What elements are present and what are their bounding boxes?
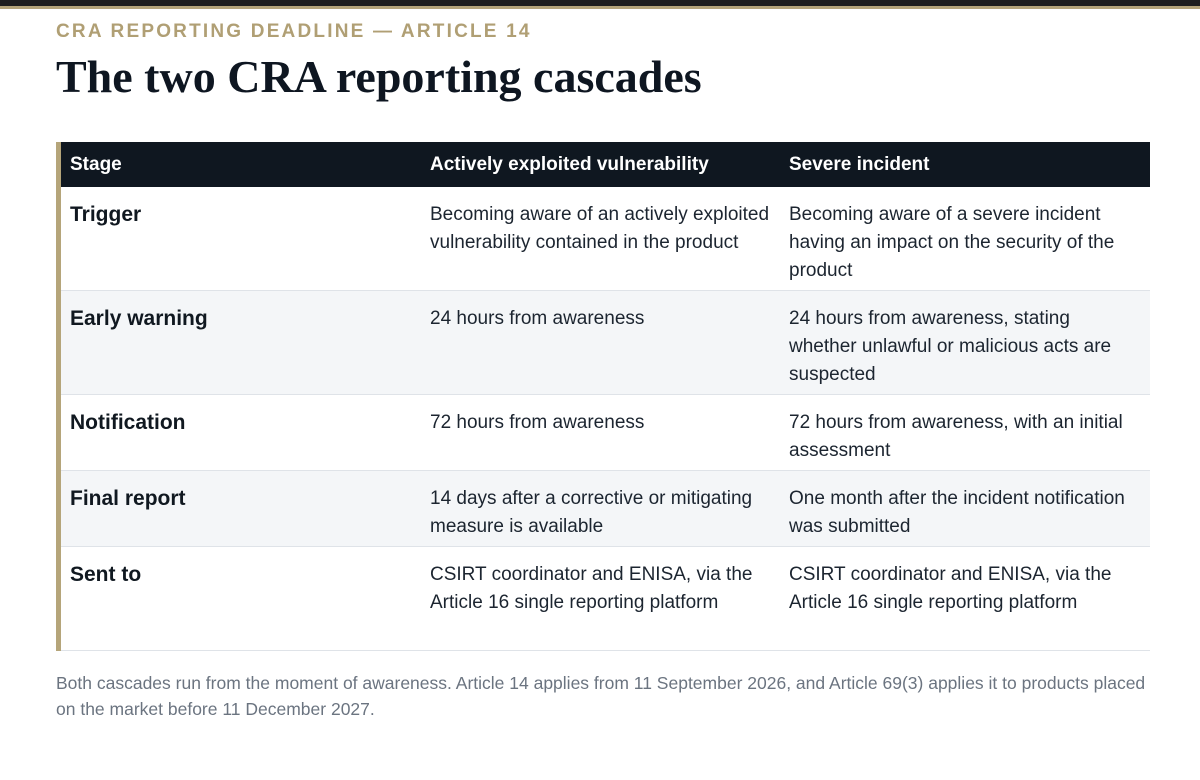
vulnerability-cell: 24 hours from awareness <box>430 308 645 329</box>
page-title: The two CRA reporting cascades <box>56 51 702 102</box>
column-header-stage: Stage <box>70 153 122 175</box>
column-header-vulnerability: Actively exploited vulnerability <box>430 153 709 175</box>
stage-cell: Notification <box>70 411 186 434</box>
incident-cell: CSIRT coordinator and ENISA, via the Article 16 single reporting platform <box>789 564 1112 613</box>
column-header-incident: Severe incident <box>789 153 930 175</box>
incident-cell: 24 hours from awareness, stating whether unlawful or malicious acts are suspected <box>789 308 1112 385</box>
table-row-trigger <box>61 187 1150 291</box>
table-header <box>61 142 1150 187</box>
footnote: Both cascades run from the moment of awareness. Article 14 applies from 11 September 2026, and Article 69(3) applies it to products placed on the market before 11 December 2027. <box>56 673 1146 719</box>
table-row-notification <box>61 395 1150 471</box>
incident-cell: One month after the incident notification was submitted <box>789 488 1125 537</box>
vulnerability-cell: Becoming aware of an actively exploited vulnerability contained in the product <box>430 204 770 253</box>
table-row-final-report <box>61 471 1150 547</box>
vulnerability-cell: 14 days after a corrective or mitigating measure is available <box>430 488 753 537</box>
stage-cell: Early warning <box>70 307 208 330</box>
stage-cell: Sent to <box>70 563 142 586</box>
eyebrow-label: CRA REPORTING DEADLINE — ARTICLE 14 <box>56 21 532 42</box>
table-row-sent-to <box>61 547 1150 651</box>
incident-cell: Becoming aware of a severe incident having an impact on the security of the product <box>789 204 1115 281</box>
vulnerability-cell: 72 hours from awareness <box>430 412 645 433</box>
stage-cell: Final report <box>70 487 186 510</box>
cascade-table <box>56 142 1150 651</box>
table-row-early-warning <box>61 291 1150 395</box>
stage-cell: Trigger <box>70 203 142 226</box>
top-accent-rule <box>0 6 1200 9</box>
vulnerability-cell: CSIRT coordinator and ENISA, via the Article 16 single reporting platform <box>430 564 753 613</box>
incident-cell: 72 hours from awareness, with an initial assessment <box>789 412 1123 461</box>
